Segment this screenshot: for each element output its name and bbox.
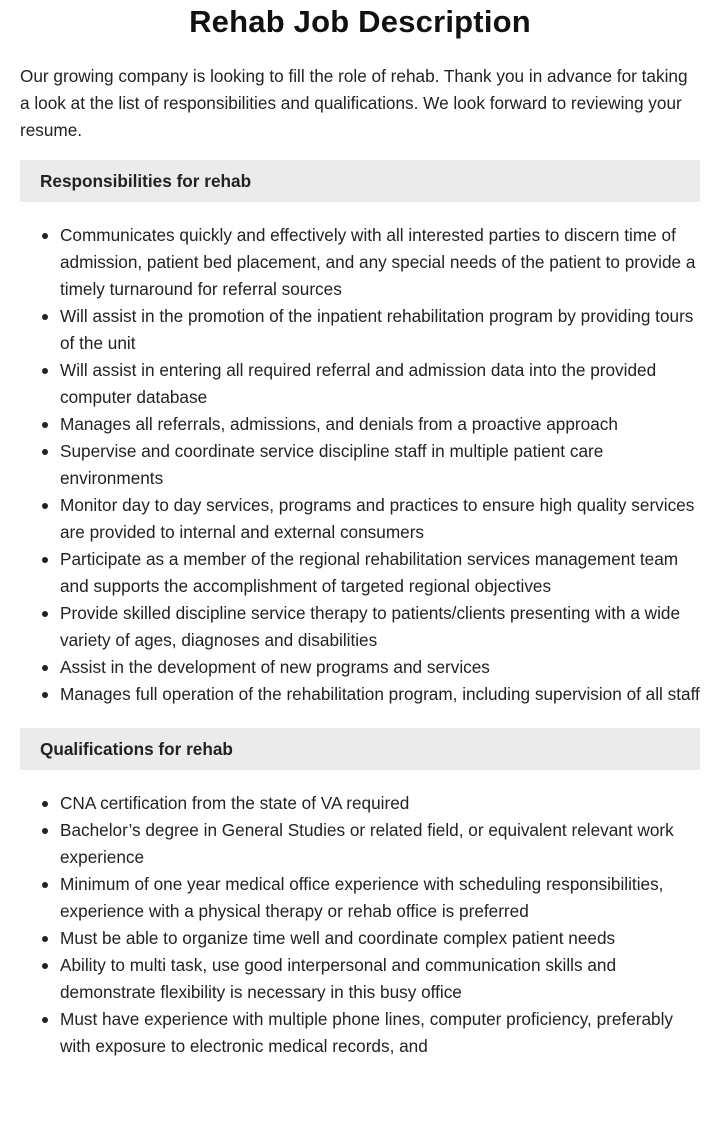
bullet-icon <box>42 422 48 428</box>
qualification-item <box>60 817 700 871</box>
responsibility-text: Monitor day to day services, programs and practices to ensure high quality services are provided to internal and external consumers <box>60 495 695 542</box>
bullet-icon <box>42 503 48 509</box>
qualification-item <box>60 952 700 1006</box>
bullet-icon <box>42 828 48 834</box>
responsibilities-list <box>20 222 700 708</box>
bullet-icon <box>42 233 48 239</box>
section-spacer <box>20 708 700 712</box>
qualification-item <box>60 925 700 952</box>
responsibility-text: Provide skilled discipline service therapy to patients/clients presenting with a wide variety of ages, diagnoses and disabilities <box>60 603 681 650</box>
responsibility-text: Participate as a member of the regional rehabilitation services management team and supports the accomplishment of targeted regional objectives <box>60 549 679 596</box>
qualification-text: Must be able to organize time well and coordinate complex patient needs <box>60 928 616 948</box>
qualification-text: Bachelor’s degree in General Studies or related field, or equivalent relevant work experience <box>60 820 674 867</box>
responsibility-text: Manages full operation of the rehabilitation program, including supervision of all staff <box>60 684 700 704</box>
responsibility-text: Assist in the development of new programs and services <box>60 657 490 677</box>
responsibility-text: Manages all referrals, admissions, and denials from a proactive approach <box>60 414 618 434</box>
responsibility-item <box>60 303 700 357</box>
bullet-icon <box>42 801 48 807</box>
qualification-text: CNA certification from the state of VA required <box>60 793 410 813</box>
qualification-text: Ability to multi task, use good interpersonal and communication skills and demonstrate flexibility is necessary in this busy office <box>60 955 617 1002</box>
qualification-item <box>60 871 700 925</box>
bullet-icon <box>42 882 48 888</box>
responsibility-item <box>60 222 700 303</box>
bullet-icon <box>42 936 48 942</box>
bullet-icon <box>42 611 48 617</box>
responsibility-item <box>60 681 700 708</box>
responsibility-text: Supervise and coordinate service discipline staff in multiple patient care environments <box>60 441 604 488</box>
bullet-icon <box>42 557 48 563</box>
responsibility-item <box>60 438 700 492</box>
responsibility-item <box>60 546 700 600</box>
responsibility-text: Will assist in entering all required referral and admission data into the provided computer database <box>60 360 657 407</box>
qualification-text: Must have experience with multiple phone lines, computer proficiency, preferably with exposure to electronic medical records, and <box>60 1009 674 1056</box>
bullet-icon <box>42 1017 48 1023</box>
responsibility-item <box>60 492 700 546</box>
responsibility-text: Communicates quickly and effectively with all interested parties to discern time of admission, patient bed placement, and any special needs of the patient to provide a timely turnaround for referral sources <box>60 225 696 299</box>
responsibilities-header: Responsibilities for rehab <box>20 160 700 202</box>
bullet-icon <box>42 692 48 698</box>
page-title: Rehab Job Description <box>189 4 531 39</box>
qualification-item <box>60 1006 700 1060</box>
qualification-item <box>60 790 700 817</box>
responsibility-item <box>60 600 700 654</box>
bullet-icon <box>42 449 48 455</box>
responsibility-text: Will assist in the promotion of the inpatient rehabilitation program by providing tours of the unit <box>60 306 694 353</box>
bullet-icon <box>42 665 48 671</box>
responsibility-item <box>60 654 700 681</box>
bullet-icon <box>42 314 48 320</box>
responsibility-item <box>60 411 700 438</box>
qualifications-header: Qualifications for rehab <box>20 728 700 770</box>
qualifications-list <box>20 790 700 1060</box>
bullet-icon <box>42 368 48 374</box>
intro-paragraph: Our growing company is looking to fill the role of rehab. Thank you in advance for taking a look at the list of responsibilities and qualifications. We look forward to reviewing your resume. <box>20 66 688 140</box>
responsibility-item <box>60 357 700 411</box>
bullet-icon <box>42 963 48 969</box>
qualification-text: Minimum of one year medical office experience with scheduling responsibilities, experience with a physical therapy or rehab office is preferred <box>60 874 664 921</box>
